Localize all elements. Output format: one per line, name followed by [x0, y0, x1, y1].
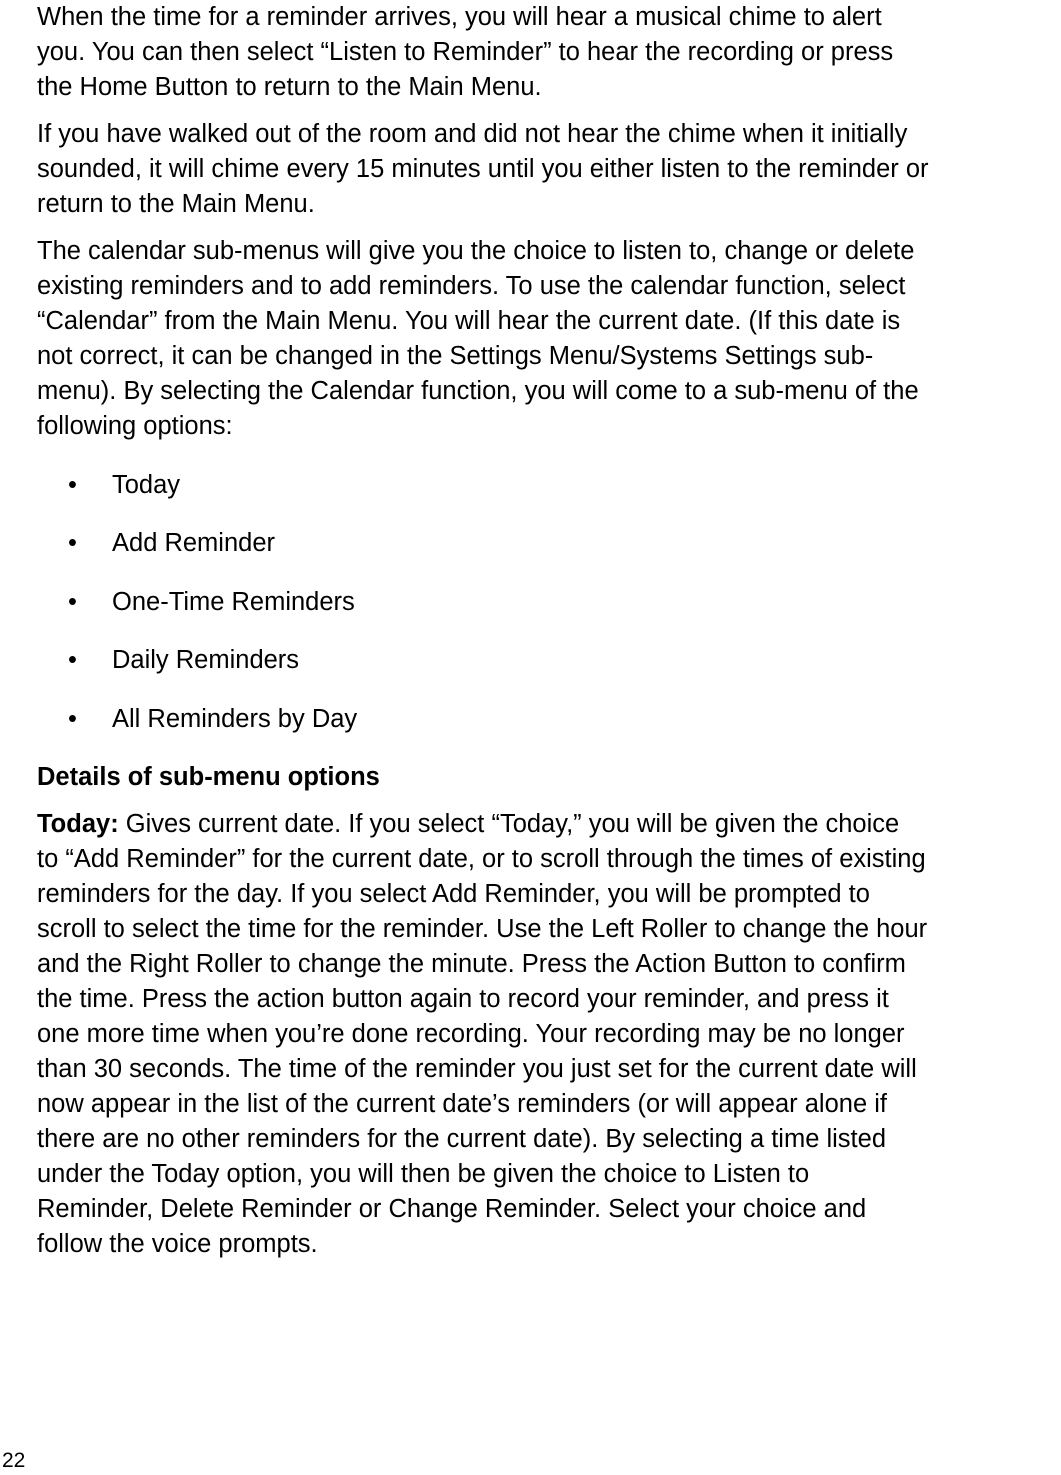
option-today: Today [112, 470, 181, 499]
list-item [37, 526, 1061, 561]
bullet-icon: • [68, 587, 77, 616]
document-page [37, 0, 1061, 1262]
paragraph-calendar-submenus: The calendar sub-menus will give you the choice to listen to, change or delete existing reminders and to add reminders. To use the calendar function, select “Calendar” from the Main Menu. You will hear the current date. (If this date is not correct, it can be changed in the Settings Menu/Systems Settings sub- menu). By selecting the Calendar function, you will come to a sub-menu of the following options: [37, 237, 919, 440]
bullet-icon: • [68, 704, 77, 733]
bullet-icon: • [68, 470, 77, 499]
option-one-time-reminders: One-Time Reminders [112, 587, 355, 616]
page-number: 22 [2, 1449, 26, 1472]
calendar-options-list [37, 468, 1061, 737]
list-item [37, 468, 1061, 503]
bullet-icon: • [68, 646, 77, 674]
list-item [37, 702, 1061, 737]
paragraph-reminder-chime: When the time for a reminder arrives, you will hear a musical chime to alert you. You can then select “Listen to Reminder” to hear the recording or press the Home Button to return to the Main Menu. [37, 3, 894, 101]
option-daily-reminders: Daily Reminders [112, 646, 300, 674]
today-label: Today: [37, 810, 119, 838]
details-heading: Details of sub-menu options [37, 763, 380, 791]
option-all-reminders-by-day: All Reminders by Day [112, 704, 358, 733]
list-item [37, 643, 1061, 678]
paragraph-today-details: Today: Gives current date. If you select “Today,” you will be given the choice to “Add Reminder” for the current date, or to scroll through the times of existing reminders for the day. If you select Add Reminder, you will be prompted to scroll to select the time for the reminder. Use the Left Roller to change the hour and the Right Roller to change the minute. Press the Action Button to confirm the time. Press the action button again to record your reminder, and press it one more time when you’re done recording. Your recording may be no longer than 30 seconds. The time of the reminder you just set for the current date will now appear in the list of the current date’s reminders (or will appear alone if there are no other reminders for the current date). By selecting a time listed under the Today option, you will then be given the choice to Listen to Reminder, Delete Reminder or Change Reminder. Select your choice and follow the voice prompts. [37, 810, 928, 1258]
bullet-icon: • [68, 529, 77, 557]
list-item [37, 585, 1061, 620]
paragraph-repeat-chime: If you have walked out of the room and did not hear the chime when it initially sounded, it will chime every 15 minutes until you either listen to the reminder or return to the Main Menu. [37, 120, 929, 218]
option-add-reminder: Add Reminder [112, 529, 275, 557]
